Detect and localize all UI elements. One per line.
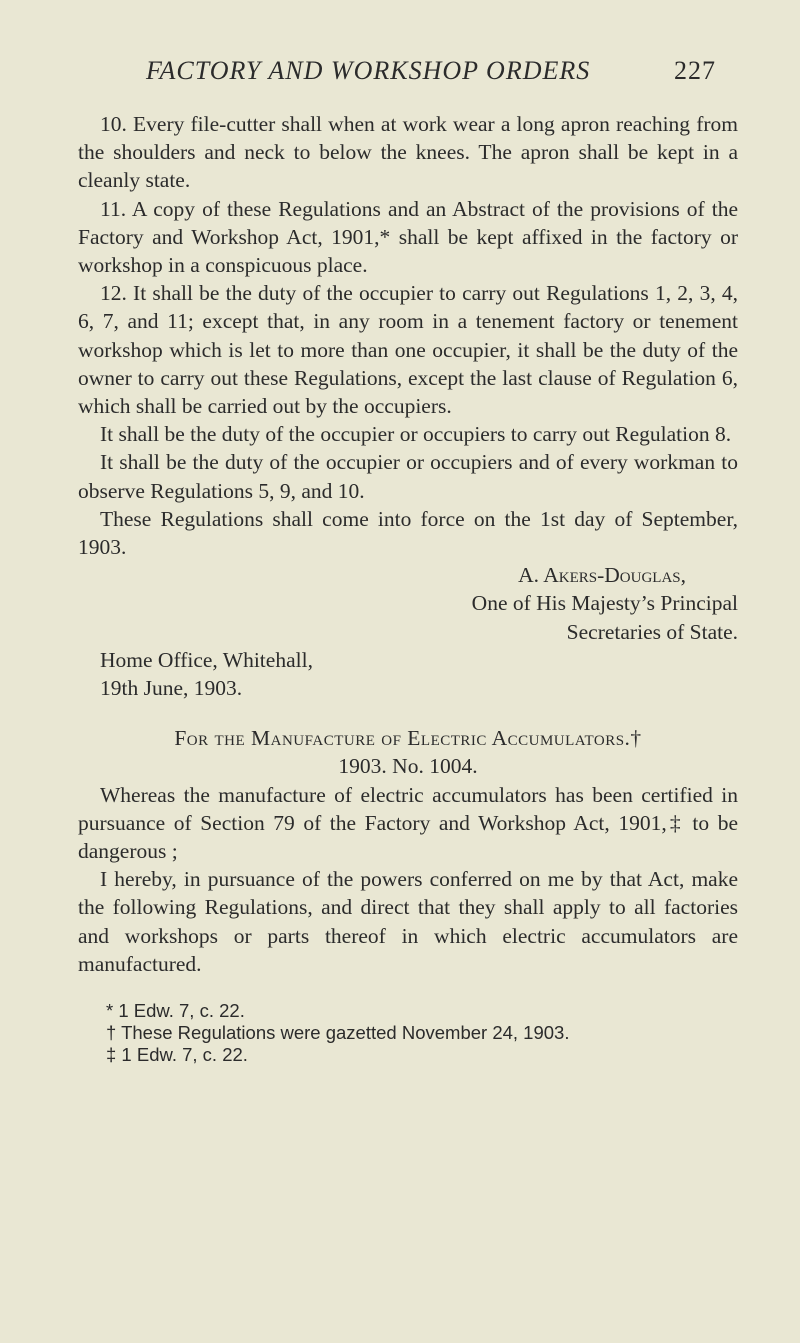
duty-regulations-5-9-10: It shall be the duty of the occupier or occupiers and of every workman to observe Regulations 5, 9, and 10. [78, 450, 738, 503]
running-header [146, 56, 716, 86]
signatory-name: A. Akers-Douglas, [518, 563, 686, 588]
order-number: 1903. No. 1004. [338, 754, 478, 779]
signatory-title-line-1: One of His Majesty’s Principal [471, 591, 738, 616]
signature-block [78, 561, 738, 702]
footnote-double-dagger: ‡ 1 Edw. 7, c. 22. [106, 1044, 248, 1066]
section-heading: For the Manufacture of Electric Accumulators.† [174, 726, 642, 751]
page-number: 227 [674, 56, 716, 85]
regulation-10: 10. Every file-cutter shall when at work wear a long apron reaching from the shoulders and neck to below the knees. The apron shall be kept in a cleanly state. [78, 112, 738, 193]
hereby-paragraph: I hereby, in pursuance of the powers conferred on me by that Act, make the following Regulations, and direct that they shall apply to all factories and workshops or parts thereof in which electric accumulators are manufactured. [78, 867, 738, 976]
regulation-12: 12. It shall be the duty of the occupier to carry out Regulations 1, 2, 3, 4, 6, 7, and 11; except that, in any room in a tenement factory or tenement workshop which is let to more than one occupier, it shall be the duty of the owner to carry out these Regulations, except the last clause of Regulation 6, which shall be carried out by the occupiers. [78, 281, 738, 419]
footnote-dagger: † These Regulations were gazetted November 24, 1903. [106, 1022, 570, 1044]
running-title: FACTORY AND WORKSHOP ORDERS [146, 56, 591, 85]
footnotes [78, 1000, 738, 1066]
footnote-asterisk: * 1 Edw. 7, c. 22. [106, 1000, 245, 1022]
whereas-paragraph: Whereas the manufacture of electric accumulators has been certified in pursuance of Section 79 of the Factory and Workshop Act, 1901,‡ to be dangerous ; [78, 782, 738, 864]
commencement-clause: These Regulations shall come into force on the 1st day of September, 1903. [78, 506, 738, 560]
signing-place: Home Office, Whitehall, [100, 647, 313, 672]
duty-regulation-8: It shall be the duty of the occupier or occupiers to carry out Regulation 8. [100, 422, 732, 447]
signing-date: 19th June, 1903. [100, 676, 243, 701]
page-body [78, 110, 738, 1066]
signatory-title-line-2: Secretaries of State. [566, 619, 738, 644]
regulation-11: 11. A copy of these Regulations and an Abstract of the provisions of the Factory and Workshop Act, 1901,* shall be kept affixed in the factory or workshop in a conspicuous place. [78, 196, 738, 278]
